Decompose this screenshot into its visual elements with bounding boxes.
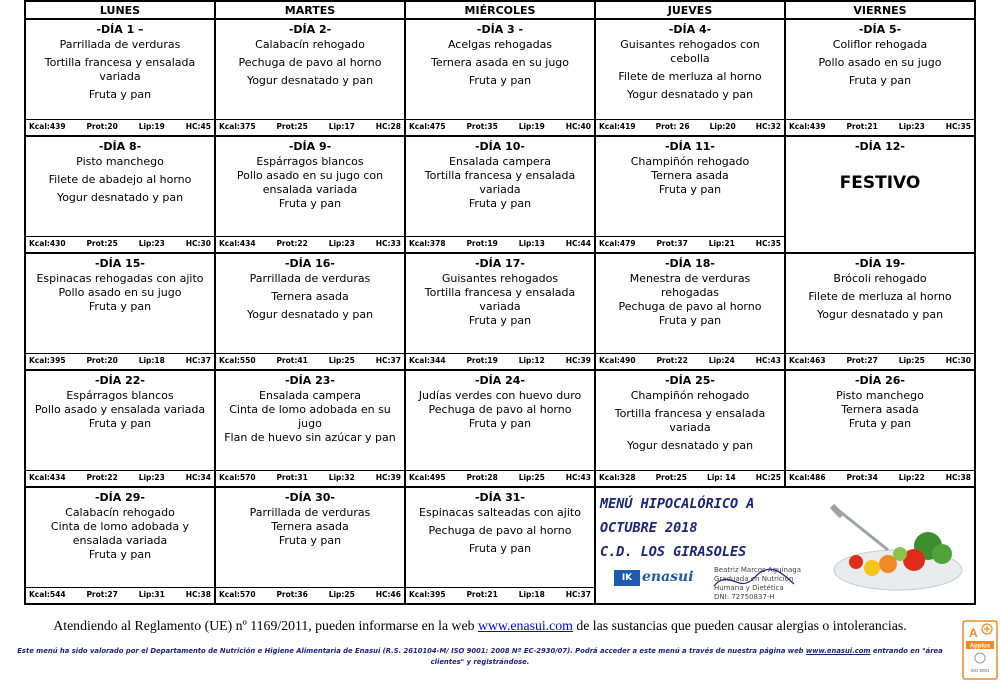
dish-list [406, 36, 594, 88]
dish-list [26, 387, 214, 431]
nutrition-row [216, 119, 404, 133]
day-label: -DÍA 31- [474, 491, 525, 504]
dish-item: Judías verdes con huevo duro [418, 389, 582, 402]
nutrition-row [406, 353, 594, 367]
kcal-value: Kcal:434 [219, 239, 256, 248]
valuation-notice-text-end: entrando en "área clientes" y registrándose. [430, 647, 943, 666]
dish-list [216, 387, 404, 445]
dish-item: Coliflor rehogada [832, 38, 928, 51]
svg-text:Applus: Applus [969, 643, 991, 650]
dish-item: Pisto manchego [76, 155, 164, 168]
lipid-value: Lip: 14 [706, 473, 736, 482]
day-label: -DÍA 22- [94, 374, 145, 387]
dish-item: Parrillada de verduras [249, 272, 371, 285]
dish-item: Pollo asado en su jugo [58, 286, 182, 299]
lipid-value: Lip:17 [328, 122, 355, 131]
protein-value: Prot:22 [276, 239, 308, 248]
kcal-value: Kcal:439 [789, 122, 826, 131]
day-cell [405, 19, 595, 136]
nutrition-row [786, 470, 974, 484]
day-label: -DÍA 8- [98, 140, 142, 153]
day-cell [785, 19, 975, 136]
nutrition-row [26, 587, 214, 601]
dish-item: Espárragos blancos [256, 155, 364, 168]
lipid-value: Lip:12 [518, 356, 545, 365]
dish-item: Fruta y pan [278, 534, 342, 547]
dish-item: Champiñón rehogado [630, 155, 750, 168]
enasui-logo-text: enasui [642, 569, 694, 585]
svg-text:A: A [969, 626, 978, 640]
menu-title-line: OCTUBRE 2018 [600, 520, 698, 536]
dish-item: Calabacín rehogado [255, 38, 365, 51]
dish-item: Fruta y pan [468, 417, 532, 430]
lipid-value: Lip:19 [518, 122, 545, 131]
day-label: -DÍA 9- [288, 140, 332, 153]
kcal-value: Kcal:570 [219, 473, 256, 482]
kcal-value: Kcal:439 [29, 122, 66, 131]
nutrition-row [26, 470, 214, 484]
dish-list [26, 504, 214, 562]
day-cell [25, 19, 215, 136]
lipid-value: Lip:23 [138, 239, 165, 248]
lipid-value: Lip:32 [328, 473, 355, 482]
dish-item: Tortilla francesa y ensalada variada [614, 407, 766, 434]
day-label: -DÍA 26- [854, 374, 905, 387]
carb-value: HC:35 [945, 122, 971, 131]
lipid-value: Lip:23 [328, 239, 355, 248]
day-label: -DÍA 24- [474, 374, 525, 387]
carb-value: HC:34 [185, 473, 211, 482]
dish-item: Fruta y pan [468, 74, 532, 87]
dish-item: Fruta y pan [278, 197, 342, 210]
dish-item: Yogur desnatado y pan [626, 88, 754, 101]
dish-item: Tortilla francesa y ensalada variada [424, 169, 576, 196]
day-cell [405, 136, 595, 253]
dish-item: Flan de huevo sin azúcar y pan [224, 431, 396, 444]
allergen-notice-text: Atendiendo al Reglamento (UE) nº 1169/2011, pueden informarse en la web [53, 618, 478, 633]
protein-value: Prot:31 [276, 473, 308, 482]
dish-list [406, 153, 594, 211]
day-label: -DÍA 23- [284, 374, 335, 387]
lipid-value: Lip:25 [898, 356, 925, 365]
dish-list [26, 153, 214, 205]
protein-value: Prot:19 [466, 356, 498, 365]
carb-value: HC:46 [375, 590, 401, 599]
nutrition-row [216, 587, 404, 601]
dish-item: Fruta y pan [848, 417, 912, 430]
protein-value: Prot:37 [656, 239, 688, 248]
dish-item: Fruta y pan [88, 417, 152, 430]
dish-item: Pollo asado en su jugo [818, 56, 942, 69]
dish-list [596, 36, 784, 102]
dish-item: Fruta y pan [88, 88, 152, 101]
dish-item: Yogur desnatado y pan [56, 191, 184, 204]
dish-item: Yogur desnatado y pan [816, 308, 944, 321]
kcal-value: Kcal:375 [219, 122, 256, 131]
protein-value: Prot:27 [86, 590, 118, 599]
day-label: -DÍA 3 - [476, 23, 524, 36]
carb-value: HC:35 [755, 239, 781, 248]
nutrition-row [216, 353, 404, 367]
lipid-value: Lip:31 [138, 590, 165, 599]
vegetables-plate-image [828, 504, 968, 598]
lipid-value: Lip:22 [898, 473, 925, 482]
kcal-value: Kcal:495 [409, 473, 446, 482]
dish-item: Champiñón rehogado [630, 389, 750, 402]
day-cell [25, 253, 215, 370]
dish-item: Ternera asada [271, 520, 349, 533]
dish-item: Fruta y pan [468, 314, 532, 327]
dish-item: Fruta y pan [848, 74, 912, 87]
dish-list [216, 36, 404, 88]
week-row [25, 253, 975, 370]
dish-item: Fruta y pan [88, 300, 152, 313]
protein-value: Prot:25 [276, 122, 308, 131]
menu-info-panel [595, 487, 975, 604]
dish-item: Tortilla francesa y ensalada variada [424, 286, 576, 313]
weekday-header: MARTES [215, 1, 405, 19]
carb-value: HC:39 [565, 356, 591, 365]
lipid-value: Lip:23 [898, 122, 925, 131]
protein-value: Prot:35 [466, 122, 498, 131]
nutrition-row [26, 119, 214, 133]
lipid-value: Lip:20 [709, 122, 736, 131]
dish-list [596, 153, 784, 197]
dish-item: Espárragos blancos [66, 389, 174, 402]
day-label: -DÍA 15- [94, 257, 145, 270]
day-cell [215, 487, 405, 604]
nutrition-row [406, 119, 594, 133]
nutrition-row [596, 470, 784, 484]
dish-list [406, 504, 594, 556]
dish-item: Espinacas salteadas con ajito [419, 506, 581, 519]
carb-value: HC:32 [755, 122, 781, 131]
weekday-header: JUEVES [595, 1, 785, 19]
menu-title [600, 492, 830, 564]
nutrition-row [216, 470, 404, 484]
protein-value: Prot:41 [276, 356, 308, 365]
carb-value: HC:45 [185, 122, 211, 131]
protein-value: Prot:36 [276, 590, 308, 599]
dish-item: Cinta de lomo adobada en su jugo [229, 403, 391, 430]
dish-list [406, 270, 594, 328]
protein-value: Prot:21 [466, 590, 498, 599]
day-label: -DÍA 19- [854, 257, 905, 270]
lipid-value: Lip:25 [328, 590, 355, 599]
protein-value: Prot:28 [466, 473, 498, 482]
nutrition-row [216, 236, 404, 250]
weekday-header-row [25, 1, 975, 19]
day-cell [785, 253, 975, 370]
dish-list [596, 387, 784, 453]
dish-item: Fruta y pan [658, 314, 722, 327]
day-cell [785, 370, 975, 487]
kcal-value: Kcal:475 [409, 122, 446, 131]
day-label: -DÍA 1 – [96, 23, 144, 36]
protein-value: Prot: 26 [655, 122, 690, 131]
applus-certification-logo [962, 620, 998, 680]
dish-item: Menestra de verduras rehogadas [629, 272, 751, 299]
day-label: -DÍA 25- [664, 374, 715, 387]
lipid-value: Lip:19 [138, 122, 165, 131]
weekly-menu-table [24, 0, 976, 605]
lipid-value: Lip:13 [518, 239, 545, 248]
kcal-value: Kcal:434 [29, 473, 66, 482]
dish-item: Ensalada campera [449, 155, 551, 168]
lipid-value: Lip:24 [708, 356, 735, 365]
weekday-header: MIÉRCOLES [405, 1, 595, 19]
dish-item: Fruta y pan [88, 548, 152, 561]
kcal-value: Kcal:430 [29, 239, 66, 248]
day-cell [595, 370, 785, 487]
dish-item: Ternera asada [651, 169, 729, 182]
nutrition-row [596, 119, 784, 133]
kcal-value: Kcal:378 [409, 239, 446, 248]
week-row [25, 19, 975, 136]
dish-list [26, 36, 214, 102]
kcal-value: Kcal:479 [599, 239, 636, 248]
kcal-value: Kcal:344 [409, 356, 446, 365]
day-label: -DÍA 16- [284, 257, 335, 270]
nutrition-row [406, 587, 594, 601]
day-cell [595, 136, 785, 253]
menu-title-line: MENÚ HIPOCALÓRICO A [600, 496, 755, 512]
allergen-notice [0, 618, 960, 634]
day-cell [595, 253, 785, 370]
signature-line: Graduada en Nutrición Humana y Dietética [714, 575, 794, 592]
carb-value: HC:37 [185, 356, 211, 365]
protein-value: Prot:22 [656, 356, 688, 365]
dish-item: Calabacín rehogado [65, 506, 175, 519]
dish-list [26, 270, 214, 314]
dish-item: Fruta y pan [468, 197, 532, 210]
day-cell [215, 253, 405, 370]
lipid-value: Lip:21 [708, 239, 735, 248]
dish-item: Pechuga de pavo al horno [428, 524, 572, 537]
kcal-value: Kcal:328 [599, 473, 636, 482]
kcal-value: Kcal:486 [789, 473, 826, 482]
dish-list [786, 36, 974, 88]
dish-item: Pechuga de pavo al horno [238, 56, 382, 69]
nutrition-row [786, 353, 974, 367]
menu-title-line: C.D. LOS GIRASOLES [600, 544, 747, 560]
protein-value: Prot:19 [466, 239, 498, 248]
carb-value: HC:43 [565, 473, 591, 482]
kcal-value: Kcal:550 [219, 356, 256, 365]
dish-item: Acelgas rehogadas [447, 38, 553, 51]
enasui-logo-icon: IK [614, 570, 640, 586]
weekday-header: VIERNES [785, 1, 975, 19]
dish-item: Cinta de lomo adobada y ensalada variada [50, 520, 190, 547]
dish-item: Ternera asada [841, 403, 919, 416]
carb-value: HC:30 [945, 356, 971, 365]
carb-value: HC:30 [185, 239, 211, 248]
day-cell [25, 487, 215, 604]
signature-scribble [709, 566, 809, 596]
dish-list [786, 387, 974, 431]
carb-value: HC:39 [375, 473, 401, 482]
dish-item: Fruta y pan [468, 542, 532, 555]
protein-value: Prot:25 [86, 239, 118, 248]
valuation-notice [0, 646, 960, 668]
dish-item: Brócoli rehogado [833, 272, 927, 285]
lipid-value: Lip:18 [138, 356, 165, 365]
protein-value: Prot:20 [86, 356, 118, 365]
holiday-label: FESTIVO [839, 173, 921, 193]
day-cell [215, 136, 405, 253]
dish-item: Pisto manchego [836, 389, 924, 402]
protein-value: Prot:25 [655, 473, 687, 482]
enasui-web-link[interactable]: www.enasui.com [477, 618, 573, 633]
dish-list [216, 270, 404, 322]
day-cell [25, 136, 215, 253]
dish-item: Pollo asado y ensalada variada [34, 403, 206, 416]
kcal-value: Kcal:419 [599, 122, 636, 131]
dish-item: Filete de abadejo al horno [48, 173, 192, 186]
dish-item: Parrillada de verduras [249, 506, 371, 519]
nutrition-row [596, 353, 784, 367]
day-cell [405, 253, 595, 370]
signature-line: DNI: 72750837-H [714, 593, 775, 601]
dish-list [406, 387, 594, 431]
dish-item: Tortilla francesa y ensalada variada [44, 56, 196, 83]
protein-value: Prot:20 [86, 122, 118, 131]
dish-item: Yogur desnatado y pan [246, 308, 374, 321]
week-row [25, 370, 975, 487]
dish-list [216, 153, 404, 211]
kcal-value: Kcal:395 [409, 590, 446, 599]
protein-value: Prot:22 [86, 473, 118, 482]
day-label: -DÍA 17- [474, 257, 525, 270]
day-cell [785, 136, 975, 253]
day-label: -DÍA 11- [664, 140, 715, 153]
dish-item: Guisantes rehogados [441, 272, 559, 285]
nutrition-row [26, 353, 214, 367]
day-label: -DÍA 29- [94, 491, 145, 504]
kcal-value: Kcal:544 [29, 590, 66, 599]
carb-value: HC:28 [375, 122, 401, 131]
dish-list [786, 270, 974, 322]
dish-item: Yogur desnatado y pan [246, 74, 374, 87]
dish-item: Fruta y pan [658, 183, 722, 196]
kcal-value: Kcal:570 [219, 590, 256, 599]
dish-item: Parrillada de verduras [59, 38, 181, 51]
nutrition-row [406, 236, 594, 250]
dish-item: Filete de merluza al horno [618, 70, 762, 83]
dish-list [596, 270, 784, 328]
week-row [25, 487, 975, 604]
lipid-value: Lip:18 [518, 590, 545, 599]
day-label: -DÍA 12- [854, 140, 905, 153]
day-label: -DÍA 10- [474, 140, 525, 153]
dish-item: Ternera asada [271, 290, 349, 303]
dish-item: Yogur desnatado y pan [626, 439, 754, 452]
carb-value: HC:43 [755, 356, 781, 365]
enasui-web-link-small[interactable]: www.enasui.com [805, 647, 871, 655]
day-label: -DÍA 2- [288, 23, 332, 36]
week-row [25, 136, 975, 253]
carb-value: HC:44 [565, 239, 591, 248]
enasui-logo [614, 566, 824, 601]
day-cell [215, 370, 405, 487]
valuation-notice-text: Este menú ha sido valorado por el Departamento de Nutrición e Higiene Alimentaria de Enasui (R.S. 2610104-M/ ISO 9001: 2008 Nº EC-2930/07). Podrá acceder a este menú a través de nuestra página web [17, 647, 806, 655]
dish-item: Ensalada campera [259, 389, 361, 402]
dish-item: Guisantes rehogados con cebolla [620, 38, 760, 65]
carb-value: HC:40 [565, 122, 591, 131]
carb-value: HC:38 [185, 590, 211, 599]
protein-value: Prot:21 [846, 122, 878, 131]
day-cell [595, 19, 785, 136]
day-cell [25, 370, 215, 487]
carb-value: HC:37 [565, 590, 591, 599]
day-cell [215, 19, 405, 136]
day-label: -DÍA 18- [664, 257, 715, 270]
protein-value: Prot:27 [846, 356, 878, 365]
day-label: -DÍA 30- [284, 491, 335, 504]
protein-value: Prot:34 [846, 473, 878, 482]
carb-value: HC:37 [375, 356, 401, 365]
carb-value: HC:38 [945, 473, 971, 482]
lipid-value: Lip:23 [138, 473, 165, 482]
dish-item: Pechuga de pavo al horno [618, 300, 762, 313]
lipid-value: Lip:25 [518, 473, 545, 482]
carb-value: HC:25 [755, 473, 781, 482]
day-cell [405, 370, 595, 487]
applus-badge-icon [962, 620, 998, 680]
kcal-value: Kcal:490 [599, 356, 636, 365]
signature-line: Beatriz Marcos Aguinaga [714, 566, 801, 574]
day-label: -DÍA 5- [858, 23, 902, 36]
carb-value: HC:33 [375, 239, 401, 248]
nutrition-row [596, 236, 784, 250]
day-cell [405, 487, 595, 604]
dish-list [216, 504, 404, 548]
weekday-header: LUNES [25, 1, 215, 19]
dish-item: Espinacas rehogadas con ajito [36, 272, 204, 285]
kcal-value: Kcal:395 [29, 356, 66, 365]
lipid-value: Lip:25 [328, 356, 355, 365]
dish-item: Ternera asada en su jugo [430, 56, 570, 69]
nutrition-row [26, 236, 214, 250]
nutrition-row [786, 119, 974, 133]
dish-item: Pollo asado en su jugo con ensalada variada [236, 169, 384, 196]
svg-text:ISO 9001: ISO 9001 [970, 668, 990, 673]
dish-item: Pechuga de pavo al horno [428, 403, 572, 416]
dish-item: Filete de merluza al horno [808, 290, 952, 303]
day-label: -DÍA 4- [668, 23, 712, 36]
kcal-value: Kcal:463 [789, 356, 826, 365]
nutrition-row [406, 470, 594, 484]
allergen-notice-text-end: de las sustancias que pueden causar alergias o intolerancias. [572, 618, 907, 633]
